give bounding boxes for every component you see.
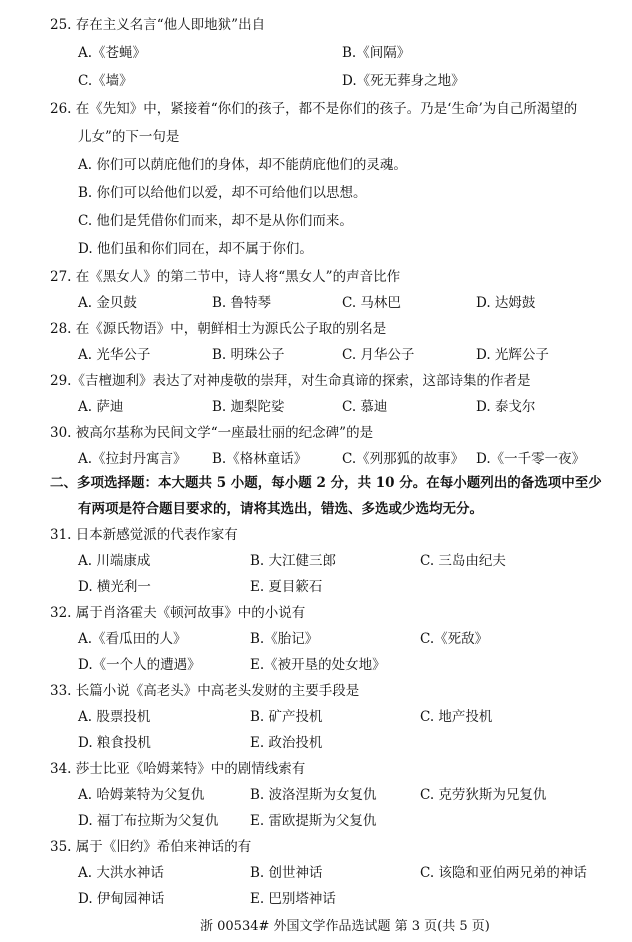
question-25-option-a: A.《苍蝇》 [78,45,147,61]
question-31-option-e: E. 夏目簌石 [250,579,323,595]
question-34-option-b: B. 波洛涅斯为女复仇 [250,787,377,803]
question-31-stem: 31. 日本新感觉派的代表作家有 [50,527,238,543]
question-33-option-d: D. 粮食投机 [78,735,151,751]
question-28-stem: 28. 在《源氏物语》中，朝鲜相士为源氏公子取的别名是 [50,321,387,337]
question-35-option-e: E. 巴别塔神话 [250,891,336,907]
question-34-option-d: D. 福丁布拉斯为父复仇 [78,813,219,829]
question-27-option-d: D. 达姆鼓 [476,295,536,311]
question-28-option-c: C. 月华公子 [342,347,415,363]
question-31-option-a: A. 川端康成 [78,553,151,569]
question-30-option-d: D.《一千零一夜》 [476,451,586,467]
question-25-option-c: C.《墙》 [78,73,133,89]
question-27-option-c: C. 马林巴 [342,295,401,311]
question-30-option-a: A.《拉封丹寓言》 [78,451,187,467]
question-33-option-a: A. 股票投机 [78,709,151,725]
question-29-stem: 29.《吉檀迦利》表达了对神虔敬的崇拜，对生命真谛的探索，这部诗集的作者是 [50,373,531,389]
question-35-option-a: A. 大洪水神话 [78,865,164,881]
section-2-instructions-line1: 二、多项选择题：本大题共 5 小题，每小题 2 分，共 10 分。在每小题列出的备选项中至少 [50,475,602,491]
question-30-option-c: C.《列那狐的故事》 [342,451,465,467]
question-26-option-c: C. 他们是凭借你们而来，却不是从你们而来。 [78,213,353,229]
question-35-option-d: D. 伊甸园神话 [78,891,165,907]
question-31-option-d: D. 横光利一 [78,579,151,595]
question-35-option-c: C. 该隐和亚伯两兄弟的神话 [420,865,587,881]
question-32-option-c: C.《死敌》 [420,631,489,647]
question-25-option-d: D.《死无葬身之地》 [342,73,465,89]
question-31-option-c: C. 三岛由纪夫 [420,553,506,569]
question-31-option-b: B. 大江健三郎 [250,553,337,569]
question-26-stem-line2: 儿女”的下一句是 [78,129,180,145]
question-26-option-d: D. 他们虽和你们同在，却不属于你们。 [78,241,313,257]
question-28-option-b: B. 明珠公子 [212,347,285,363]
question-35-stem: 35. 属于《旧约》希伯来神话的有 [50,839,252,855]
question-26-stem-line1: 26. 在《先知》中，紧接着“你们的孩子，都不是你们的孩子。乃是‘生命’为自己所渴望的 [50,101,578,117]
question-26-option-b: B. 你们可以给他们以爱，却不可给他们以思想。 [78,185,367,201]
question-25-stem: 25. 存在主义名言“他人即地狱”出自 [50,17,266,33]
question-33-stem: 33. 长篇小说《高老头》中高老头发财的主要手段是 [50,683,360,699]
question-30-option-b: B.《格林童话》 [212,451,308,467]
question-33-option-b: B. 矿产投机 [250,709,323,725]
question-34-option-c: C. 克劳狄斯为兄复仇 [420,787,547,803]
question-32-option-e: E.《被开垦的处女地》 [250,657,386,673]
question-34-option-a: A. 哈姆莱特为父复仇 [78,787,205,803]
question-32-stem: 32. 属于肖洛霍夫《顿河故事》中的小说有 [50,605,306,621]
question-27-option-a: A. 金贝鼓 [78,295,137,311]
question-33-option-c: C. 地产投机 [420,709,493,725]
question-29-option-c: C. 慕迪 [342,399,388,415]
question-28-option-a: A. 光华公子 [78,347,151,363]
section-2-instructions-line2: 有两项是符合题目要求的，请将其选出，错选、多选或少选均无分。 [78,501,483,517]
question-34-option-e: E. 雷欧提斯为父复仇 [250,813,377,829]
question-30-stem: 30. 被高尔基称为民间文学“一座最壮丽的纪念碑”的是 [50,425,374,441]
question-32-option-d: D.《一个人的遭遇》 [78,657,201,673]
question-29-option-d: D. 泰戈尔 [476,399,536,415]
question-27-option-b: B. 鲁特琴 [212,295,272,311]
question-35-option-b: B. 创世神话 [250,865,323,881]
question-32-option-a: A.《看瓜田的人》 [78,631,187,647]
question-34-stem: 34. 莎士比亚《哈姆莱特》中的剧情线索有 [50,761,306,777]
question-33-option-e: E. 政治投机 [250,735,323,751]
page-footer: 浙 00534# 外国文学作品选试题 第 3 页(共 5 页) [200,919,490,934]
question-26-option-a: A. 你们可以荫庇他们的身体，却不能荫庇他们的灵魂。 [78,157,407,173]
question-28-option-d: D. 光辉公子 [476,347,549,363]
question-32-option-b: B.《胎记》 [250,631,319,647]
question-27-stem: 27. 在《黑女人》的第二节中，诗人将“黑女人”的声音比作 [50,269,401,285]
question-29-option-b: B. 迦梨陀娑 [212,399,285,415]
question-29-option-a: A. 萨迪 [78,399,124,415]
question-25-option-b: B.《间隔》 [342,45,411,61]
